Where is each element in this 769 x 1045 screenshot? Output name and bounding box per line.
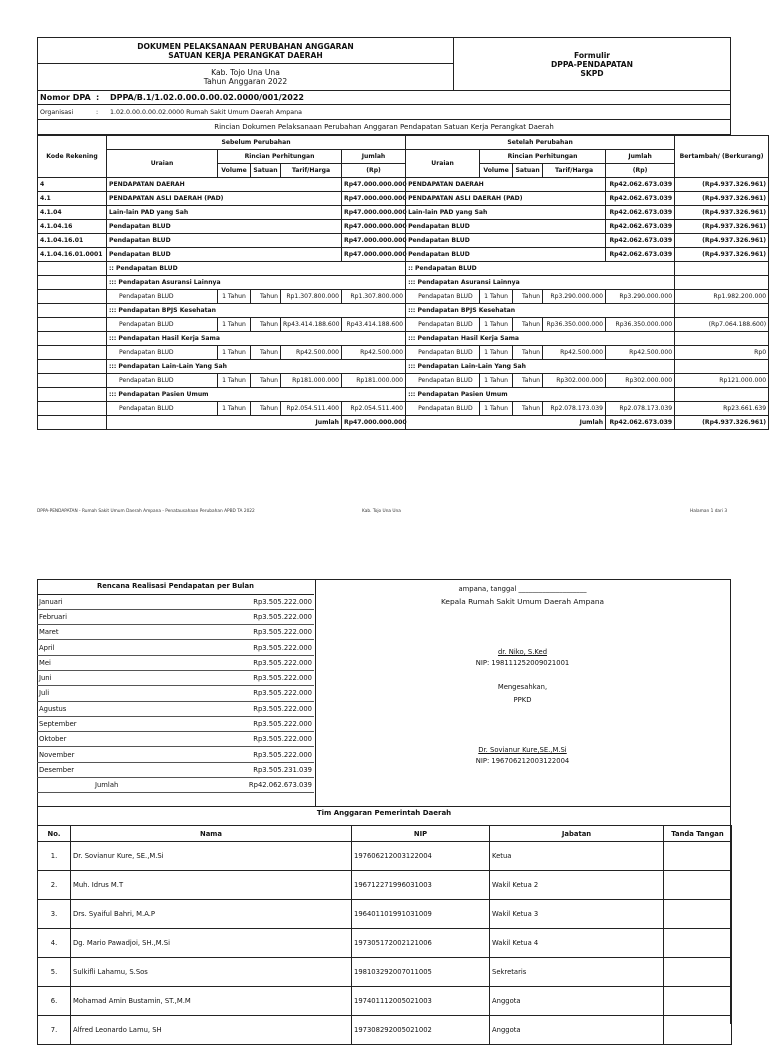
footer-page: Halaman 1 dari 3 bbox=[690, 509, 728, 514]
uraian-setelah: PENDAPATAN ASLI DAERAH (PAD) bbox=[406, 192, 606, 206]
tim-no: 6. bbox=[38, 987, 71, 1016]
tim-jabatan: Wakil Ketua 3 bbox=[490, 900, 664, 929]
kode-rekening: 4.1.04.16.01.0001 bbox=[38, 248, 107, 262]
tim-nama: Sulkifli Lahamu, S.Sos bbox=[71, 958, 352, 987]
col-kode-rekening: Kode Rekening bbox=[38, 136, 107, 178]
month-name: April bbox=[37, 640, 177, 655]
item-setelah: Pendapatan BLUD bbox=[406, 290, 480, 304]
tim-row bbox=[38, 842, 732, 871]
jumlah-sebelum: Rp47.000.000.000 bbox=[342, 220, 406, 234]
tarif-setelah: Rp36.350.000.000 bbox=[543, 318, 606, 332]
volume-sebelum: 1 Tahun bbox=[218, 318, 251, 332]
kode-rekening bbox=[38, 332, 107, 346]
tim-col-nip: NIP bbox=[352, 826, 490, 842]
realisasi-title: Rencana Realisasi Pendapatan per Bulan bbox=[37, 579, 314, 594]
tarif-setelah: Rp42.500.000 bbox=[543, 346, 606, 360]
tim-nama: Alfred Leonardo Lamu, SH bbox=[71, 1016, 352, 1045]
col-volume-1: Volume bbox=[218, 164, 251, 178]
month-value: Rp3.505.222.000 bbox=[177, 594, 314, 609]
volume-setelah: 1 Tahun bbox=[480, 290, 513, 304]
group-title-sebelum: ::: Pendapatan Lain-Lain Yang Sah bbox=[107, 360, 406, 374]
volume-setelah: 1 Tahun bbox=[480, 374, 513, 388]
jumlah-setelah: Rp42.062.673.039 bbox=[606, 248, 675, 262]
nomor-dpa-value: DPPA/B.1/1.02.0.00.0.00.02.0000/001/2022 bbox=[110, 92, 304, 102]
tim-no: 4. bbox=[38, 929, 71, 958]
month-value: Rp3.505.222.000 bbox=[177, 747, 314, 762]
rincian-body bbox=[38, 178, 769, 430]
col-rp-1: (Rp) bbox=[342, 164, 406, 178]
bertambah-berkurang: Rp0 bbox=[675, 346, 769, 360]
month-name: November bbox=[37, 747, 177, 762]
jumlah-setelah: Rp42.062.673.039 bbox=[606, 206, 675, 220]
jumlah-sebelum: Rp181.000.000 bbox=[342, 374, 406, 388]
table-row bbox=[38, 276, 769, 290]
nomor-dpa-row bbox=[37, 90, 731, 105]
month-value: Rp3.505.222.000 bbox=[177, 609, 314, 624]
uraian-sebelum: Pendapatan BLUD bbox=[107, 234, 342, 248]
tim-tanda-tangan bbox=[664, 900, 732, 929]
bertambah-berkurang: (Rp4.937.326.961) bbox=[675, 234, 769, 248]
month-name: Desember bbox=[37, 762, 177, 777]
bertambah-berkurang: Rp121.000.000 bbox=[675, 374, 769, 388]
month-row bbox=[37, 716, 314, 731]
col-rp-2: (Rp) bbox=[606, 164, 675, 178]
nomor-dpa-label: Nomor DPA bbox=[40, 92, 91, 102]
kode-rekening bbox=[38, 262, 107, 276]
col-uraian-2: Uraian bbox=[406, 150, 480, 178]
month-row bbox=[37, 609, 314, 624]
table-row bbox=[38, 220, 769, 234]
month-total-row bbox=[37, 778, 314, 793]
organisasi-row bbox=[37, 105, 731, 120]
group-title-setelah: ::: Pendapatan Hasil Kerja Sama bbox=[406, 332, 675, 346]
bertambah-berkurang: Rp23.661.639 bbox=[675, 402, 769, 416]
tim-no: 3. bbox=[38, 900, 71, 929]
tarif-sebelum: Rp1.307.800.000 bbox=[281, 290, 342, 304]
tim-jabatan: Sekretaris bbox=[490, 958, 664, 987]
tim-row bbox=[38, 1016, 732, 1045]
jumlah-sebelum: Rp47.000.000.000 bbox=[342, 178, 406, 192]
bertambah-berkurang bbox=[675, 304, 769, 318]
month-value: Rp3.505.222.000 bbox=[177, 701, 314, 716]
col-bertambah: Bertambah/ (Berkurang) bbox=[675, 136, 769, 178]
col-jumlah-2: Jumlah bbox=[606, 150, 675, 164]
tim-no: 1. bbox=[38, 842, 71, 871]
tim-body bbox=[38, 842, 732, 1045]
tim-nama: Mohamad Amin Bustamin, ST.,M.M bbox=[71, 987, 352, 1016]
tim-jabatan: Anggota bbox=[490, 987, 664, 1016]
table-row bbox=[38, 178, 769, 192]
satuan-sebelum: Tahun bbox=[251, 402, 281, 416]
sign-mengesahkan: Mengesahkan, bbox=[497, 683, 548, 691]
kode-rekening bbox=[38, 304, 107, 318]
kode-rekening bbox=[38, 402, 107, 416]
sign-place-date: ampana, tanggal ____________________ bbox=[458, 585, 587, 593]
table-row bbox=[38, 360, 769, 374]
col-rincian-2: Rincian Perhitungan bbox=[480, 150, 606, 164]
month-name: September bbox=[37, 716, 177, 731]
realisasi-table bbox=[37, 579, 314, 793]
uraian-setelah: Pendapatan BLUD bbox=[406, 220, 606, 234]
kode-rekening: 4 bbox=[38, 178, 107, 192]
uraian-setelah: PENDAPATAN DAERAH bbox=[406, 178, 606, 192]
jumlah-sebelum: Rp47.000.000.000 bbox=[342, 192, 406, 206]
total-label-setelah: Jumlah bbox=[406, 416, 606, 430]
title-line-2: SATUAN KERJA PERANGKAT DAERAH bbox=[168, 50, 323, 60]
table-row bbox=[38, 332, 769, 346]
month-row bbox=[37, 594, 314, 609]
kode-rekening bbox=[38, 374, 107, 388]
bertambah-berkurang: Rp1.982.200.000 bbox=[675, 290, 769, 304]
table-row bbox=[38, 290, 769, 304]
tim-nip: 197308292005021002 bbox=[352, 1016, 490, 1045]
footer-left: DPPA-PENDAPATAN - Rumah Sakit Umum Daerah Ampana - Penatausahaan Perubahan APBD TA 2022 bbox=[37, 509, 255, 514]
rincian-table bbox=[37, 135, 769, 430]
month-row bbox=[37, 670, 314, 685]
jumlah-sebelum: Rp47.000.000.000 bbox=[342, 206, 406, 220]
month-name: Januari bbox=[37, 594, 177, 609]
sign-ppkd: PPKD bbox=[513, 696, 532, 704]
region: Kab. Tojo Una Una bbox=[211, 68, 280, 77]
jumlah-setelah: Rp302.000.000 bbox=[606, 374, 675, 388]
month-total-value: Rp42.062.673.039 bbox=[177, 778, 314, 793]
satuan-sebelum: Tahun bbox=[251, 318, 281, 332]
jumlah-setelah: Rp42.062.673.039 bbox=[606, 178, 675, 192]
rincian-title: Rincian Dokumen Pelaksanaan Perubahan Anggaran Pendapatan Satuan Kerja Perangkat Daerah bbox=[37, 120, 731, 135]
jumlah-setelah: Rp42.062.673.039 bbox=[606, 220, 675, 234]
bertambah-berkurang: (Rp4.937.326.961) bbox=[675, 248, 769, 262]
group-title-sebelum: ::: Pendapatan Pasien Umum bbox=[107, 388, 406, 402]
kode-rekening bbox=[38, 388, 107, 402]
item-setelah: Pendapatan BLUD bbox=[406, 318, 480, 332]
tarif-sebelum: Rp43.414.188.600 bbox=[281, 318, 342, 332]
col-uraian-1: Uraian bbox=[107, 150, 218, 178]
volume-sebelum: 1 Tahun bbox=[218, 290, 251, 304]
jumlah-sebelum: Rp1.307.800.000 bbox=[342, 290, 406, 304]
satuan-sebelum: Tahun bbox=[251, 346, 281, 360]
jumlah-sebelum: Rp47.000.000.000 bbox=[342, 248, 406, 262]
uraian-sebelum: PENDAPATAN ASLI DAERAH (PAD) bbox=[107, 192, 342, 206]
month-value: Rp3.505.222.000 bbox=[177, 686, 314, 701]
total-setelah: Rp42.062.673.039 bbox=[606, 416, 675, 430]
kode-rekening bbox=[38, 360, 107, 374]
month-value: Rp3.505.231.039 bbox=[177, 762, 314, 777]
tim-nip: 196401101991031009 bbox=[352, 900, 490, 929]
form-code-2: SKPD bbox=[580, 68, 604, 78]
tim-no: 7. bbox=[38, 1016, 71, 1045]
kode-rekening bbox=[38, 318, 107, 332]
fiscal-year: Tahun Anggaran 2022 bbox=[203, 77, 288, 86]
volume-setelah: 1 Tahun bbox=[480, 402, 513, 416]
month-value: Rp3.505.222.000 bbox=[177, 625, 314, 640]
month-row bbox=[37, 732, 314, 747]
tarif-setelah: Rp2.078.173.039 bbox=[543, 402, 606, 416]
item-setelah: Pendapatan BLUD bbox=[406, 374, 480, 388]
uraian-sebelum: Pendapatan BLUD bbox=[107, 248, 342, 262]
sign-kepala-title: Kepala Rumah Sakit Umum Daerah Ampana bbox=[440, 597, 605, 606]
month-row bbox=[37, 640, 314, 655]
group-title-setelah: ::: Pendapatan Lain-Lain Yang Sah bbox=[406, 360, 675, 374]
tim-nama: Drs. Syaiful Bahri, M.A.P bbox=[71, 900, 352, 929]
form-label: Formulir bbox=[573, 50, 611, 60]
tim-title: Tim Anggaran Pemerintah Daerah bbox=[316, 809, 452, 817]
tim-nip: 197401112005021003 bbox=[352, 987, 490, 1016]
tarif-sebelum: Rp42.500.000 bbox=[281, 346, 342, 360]
document-header bbox=[37, 37, 731, 91]
satuan-sebelum: Tahun bbox=[251, 290, 281, 304]
uraian-setelah: Pendapatan BLUD bbox=[406, 234, 606, 248]
month-name: Mei bbox=[37, 655, 177, 670]
table-row bbox=[38, 206, 769, 220]
organisasi-value: 1.02.0.00.0.00.02.0000 Rumah Sakit Umum Daerah Ampana bbox=[110, 108, 302, 116]
item-setelah: Pendapatan BLUD bbox=[406, 402, 480, 416]
uraian-sebelum: Pendapatan BLUD bbox=[107, 220, 342, 234]
tim-tanda-tangan bbox=[664, 1016, 732, 1045]
uraian-sebelum: Lain-lain PAD yang Sah bbox=[107, 206, 342, 220]
table-row bbox=[38, 262, 769, 276]
month-value: Rp3.505.222.000 bbox=[177, 716, 314, 731]
uraian-setelah: Lain-lain PAD yang Sah bbox=[406, 206, 606, 220]
bertambah-berkurang: (Rp4.937.326.961) bbox=[675, 178, 769, 192]
nomor-dpa-colon: : bbox=[96, 92, 100, 102]
table-row bbox=[38, 374, 769, 388]
organisasi-colon: : bbox=[96, 108, 99, 116]
bertambah-berkurang: (Rp4.937.326.961) bbox=[675, 192, 769, 206]
kode-rekening: 4.1.04.16 bbox=[38, 220, 107, 234]
month-name: Juni bbox=[37, 670, 177, 685]
jumlah-setelah: Rp2.078.173.039 bbox=[606, 402, 675, 416]
item-sebelum: Pendapatan BLUD bbox=[107, 290, 218, 304]
tim-row bbox=[38, 987, 732, 1016]
table-row bbox=[38, 346, 769, 360]
tim-tanda-tangan bbox=[664, 958, 732, 987]
kode-rekening: 4.1 bbox=[38, 192, 107, 206]
tim-row bbox=[38, 958, 732, 987]
uraian-sebelum: PENDAPATAN DAERAH bbox=[107, 178, 342, 192]
month-name: Juli bbox=[37, 686, 177, 701]
tarif-setelah: Rp302.000.000 bbox=[543, 374, 606, 388]
bertambah-berkurang bbox=[675, 388, 769, 402]
tim-nama: Muh. Idrus M.T bbox=[71, 871, 352, 900]
group-title-sebelum: ::: Pendapatan Hasil Kerja Sama bbox=[107, 332, 406, 346]
uraian-setelah: Pendapatan BLUD bbox=[406, 248, 606, 262]
group-title-setelah: ::: Pendapatan Pasien Umum bbox=[406, 388, 675, 402]
kode-rekening: 4.1.04 bbox=[38, 206, 107, 220]
volume-sebelum: 1 Tahun bbox=[218, 374, 251, 388]
table-row bbox=[38, 318, 769, 332]
kode-rekening: 4.1.04.16.01 bbox=[38, 234, 107, 248]
month-name: Agustus bbox=[37, 701, 177, 716]
bertambah-berkurang bbox=[675, 332, 769, 346]
tarif-setelah: Rp3.290.000.000 bbox=[543, 290, 606, 304]
tim-col-nama: Nama bbox=[71, 826, 352, 842]
jumlah-sebelum: Rp2.054.511.400 bbox=[342, 402, 406, 416]
col-jumlah-1: Jumlah bbox=[342, 150, 406, 164]
col-sebelum: Sebelum Perubahan bbox=[107, 136, 406, 150]
tim-tanda-tangan bbox=[664, 842, 732, 871]
satuan-setelah: Tahun bbox=[513, 290, 543, 304]
tim-row bbox=[38, 929, 732, 958]
tim-nip: 197305172002121006 bbox=[352, 929, 490, 958]
col-setelah: Setelah Perubahan bbox=[406, 136, 675, 150]
tim-no: 5. bbox=[38, 958, 71, 987]
tim-nama: Dr. Sovianur Kure, SE.,M.Si bbox=[71, 842, 352, 871]
tim-row bbox=[38, 900, 732, 929]
item-sebelum: Pendapatan BLUD bbox=[107, 346, 218, 360]
tim-no: 2. bbox=[38, 871, 71, 900]
sign-kepala-nip: NIP: 198111252009021001 bbox=[475, 659, 570, 667]
jumlah-setelah: Rp42.500.000 bbox=[606, 346, 675, 360]
total-label-sebelum: Jumlah bbox=[107, 416, 342, 430]
col-satuan-1: Satuan bbox=[251, 164, 281, 178]
col-rincian-1: Rincian Perhitungan bbox=[218, 150, 342, 164]
month-value: Rp3.505.222.000 bbox=[177, 655, 314, 670]
item-setelah: Pendapatan BLUD bbox=[406, 346, 480, 360]
group-title-sebelum: ::: Pendapatan BPJS Kesehatan bbox=[107, 304, 406, 318]
group-title-setelah: ::: Pendapatan Asuransi Lainnya bbox=[406, 276, 675, 290]
tim-col-no: No. bbox=[38, 826, 71, 842]
volume-sebelum: 1 Tahun bbox=[218, 346, 251, 360]
table-row bbox=[38, 234, 769, 248]
month-row bbox=[37, 747, 314, 762]
tim-jabatan: Ketua bbox=[490, 842, 664, 871]
satuan-setelah: Tahun bbox=[513, 346, 543, 360]
bertambah-berkurang: (Rp4.937.326.961) bbox=[675, 220, 769, 234]
tim-jabatan: Wakil Ketua 4 bbox=[490, 929, 664, 958]
form-code-1: DPPA-PENDAPATAN bbox=[550, 59, 634, 69]
month-row bbox=[37, 655, 314, 670]
volume-setelah: 1 Tahun bbox=[480, 346, 513, 360]
tim-nip: 197606212003122004 bbox=[352, 842, 490, 871]
jumlah-sebelum: Rp47.000.000.000 bbox=[342, 234, 406, 248]
month-total-label: Jumlah bbox=[37, 778, 177, 793]
tim-row bbox=[38, 871, 732, 900]
month-name: Oktober bbox=[37, 732, 177, 747]
bertambah-berkurang: (Rp7.064.188.600) bbox=[675, 318, 769, 332]
totals-row bbox=[38, 416, 769, 430]
total-bertambah-berkurang: (Rp4.937.326.961) bbox=[675, 416, 769, 430]
jumlah-setelah: Rp3.290.000.000 bbox=[606, 290, 675, 304]
kode-rekening bbox=[38, 276, 107, 290]
item-sebelum: Pendapatan BLUD bbox=[107, 318, 218, 332]
bertambah-berkurang bbox=[675, 276, 769, 290]
table-row bbox=[38, 388, 769, 402]
total-sebelum: Rp47.000.000.000 bbox=[342, 416, 406, 430]
table-row bbox=[38, 248, 769, 262]
tim-jabatan: Anggota bbox=[490, 1016, 664, 1045]
tim-table bbox=[37, 825, 732, 1045]
col-volume-2: Volume bbox=[480, 164, 513, 178]
uraian-setelah: :: Pendapatan BLUD bbox=[406, 262, 675, 276]
sign-kepala-name: dr. Niko, S.Ked bbox=[497, 648, 548, 656]
group-title-sebelum: ::: Pendapatan Asuransi Lainnya bbox=[107, 276, 406, 290]
group-title-setelah: ::: Pendapatan BPJS Kesehatan bbox=[406, 304, 675, 318]
kode-rekening bbox=[38, 290, 107, 304]
tarif-sebelum: Rp2.054.511.400 bbox=[281, 402, 342, 416]
kode-rekening bbox=[38, 346, 107, 360]
satuan-setelah: Tahun bbox=[513, 402, 543, 416]
form-code-box bbox=[454, 38, 731, 91]
month-row bbox=[37, 701, 314, 716]
tim-col-ttd: Tanda Tangan bbox=[664, 826, 732, 842]
month-row bbox=[37, 686, 314, 701]
table-row bbox=[38, 402, 769, 416]
region-year bbox=[38, 64, 454, 91]
document-title bbox=[38, 38, 454, 64]
table-row bbox=[38, 304, 769, 318]
tim-tanda-tangan bbox=[664, 987, 732, 1016]
tim-tanda-tangan bbox=[664, 871, 732, 900]
sign-ppkd-nip: NIP: 196706212003122004 bbox=[475, 757, 570, 765]
month-name: Maret bbox=[37, 625, 177, 640]
tarif-sebelum: Rp181.000.000 bbox=[281, 374, 342, 388]
volume-setelah: 1 Tahun bbox=[480, 318, 513, 332]
col-tarif-2: Tarif/Harga bbox=[543, 164, 606, 178]
tim-nip: 198103292007011005 bbox=[352, 958, 490, 987]
item-sebelum: Pendapatan BLUD bbox=[107, 374, 218, 388]
month-row bbox=[37, 625, 314, 640]
organisasi-label: Organisasi bbox=[40, 108, 74, 116]
tim-jabatan: Wakil Ketua 2 bbox=[490, 871, 664, 900]
bertambah-berkurang bbox=[675, 360, 769, 374]
item-sebelum: Pendapatan BLUD bbox=[107, 402, 218, 416]
kode-rekening bbox=[38, 416, 107, 430]
month-value: Rp3.505.222.000 bbox=[177, 640, 314, 655]
jumlah-setelah: Rp42.062.673.039 bbox=[606, 192, 675, 206]
jumlah-setelah: Rp36.350.000.000 bbox=[606, 318, 675, 332]
uraian-sebelum: :: Pendapatan BLUD bbox=[107, 262, 406, 276]
satuan-setelah: Tahun bbox=[513, 318, 543, 332]
table-row bbox=[38, 192, 769, 206]
jumlah-sebelum: Rp42.500.000 bbox=[342, 346, 406, 360]
month-value: Rp3.505.222.000 bbox=[177, 670, 314, 685]
title-line-1: DOKUMEN PELAKSANAAN PERUBAHAN ANGGARAN bbox=[137, 41, 354, 51]
month-row bbox=[37, 762, 314, 777]
jumlah-sebelum: Rp43.414.188.600 bbox=[342, 318, 406, 332]
bertambah-berkurang: (Rp4.937.326.961) bbox=[675, 206, 769, 220]
footer-center: Kab. Tojo Una Una bbox=[362, 509, 401, 514]
volume-sebelum: 1 Tahun bbox=[218, 402, 251, 416]
month-value: Rp3.505.222.000 bbox=[177, 732, 314, 747]
jumlah-setelah: Rp42.062.673.039 bbox=[606, 234, 675, 248]
tim-tanda-tangan bbox=[664, 929, 732, 958]
satuan-sebelum: Tahun bbox=[251, 374, 281, 388]
bertambah-berkurang bbox=[675, 262, 769, 276]
col-satuan-2: Satuan bbox=[513, 164, 543, 178]
realisasi-body bbox=[37, 594, 314, 793]
tim-nip: 196712271996031003 bbox=[352, 871, 490, 900]
sign-ppkd-name: Dr. Sovianur Kure,SE.,M.Si bbox=[478, 746, 567, 754]
tim-nama: Dg. Mario Pawadjoi, SH.,M.Si bbox=[71, 929, 352, 958]
col-tarif-1: Tarif/Harga bbox=[281, 164, 342, 178]
tim-col-jabatan: Jabatan bbox=[490, 826, 664, 842]
month-name: Februari bbox=[37, 609, 177, 624]
satuan-setelah: Tahun bbox=[513, 374, 543, 388]
